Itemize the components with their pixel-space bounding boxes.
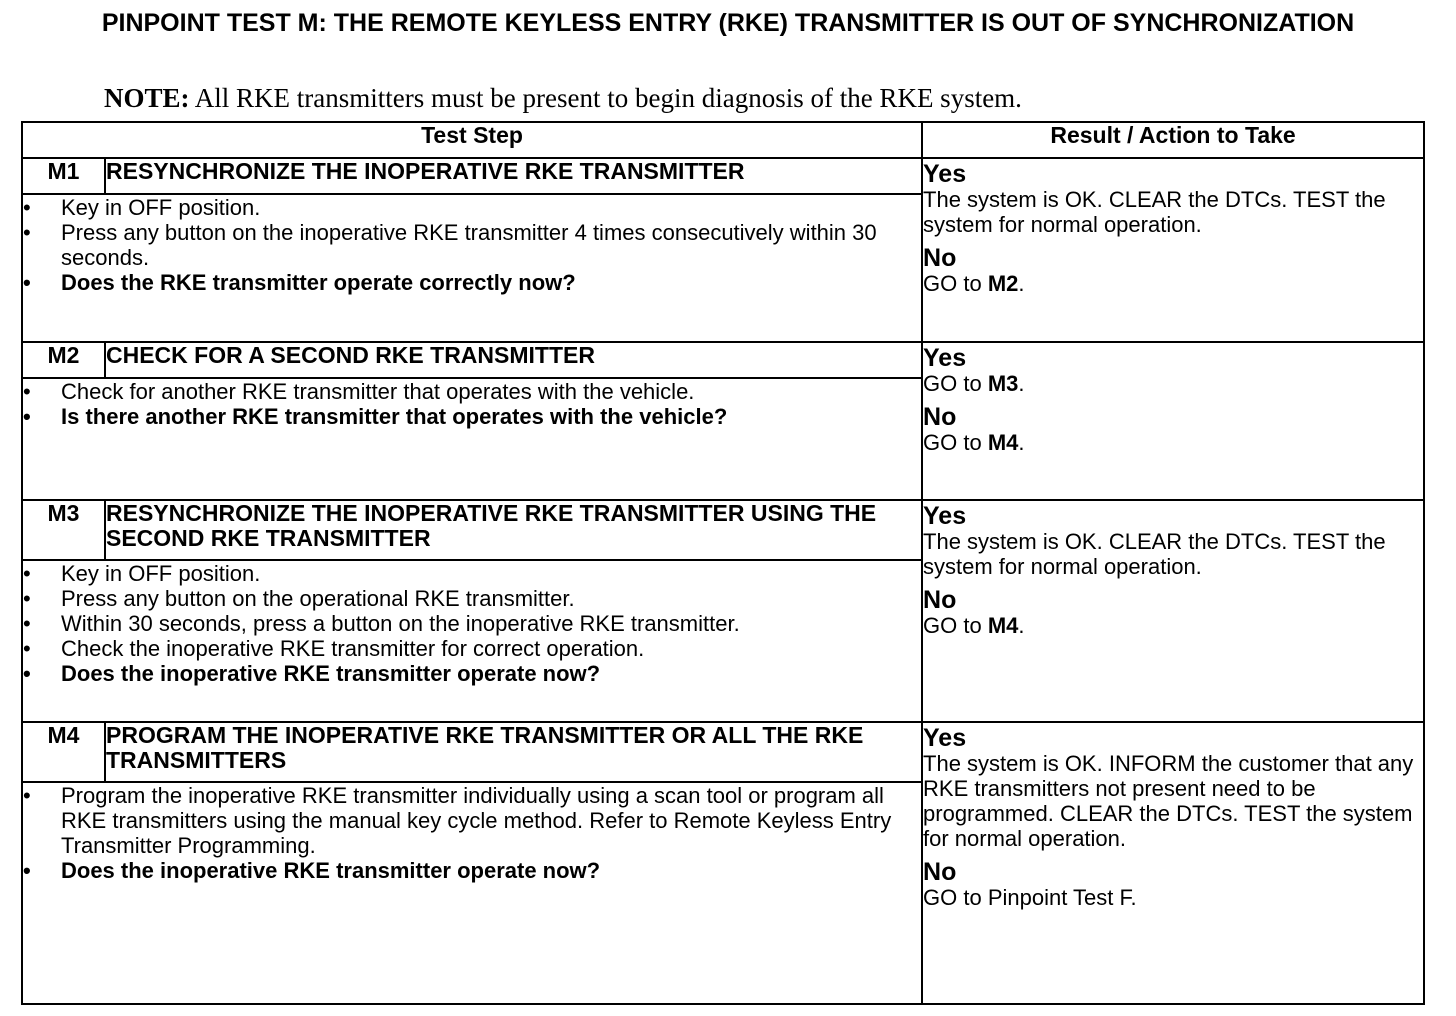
no-label: No <box>923 403 957 431</box>
yes-label: Yes <box>923 724 967 752</box>
no-text: GO to Pinpoint Test F. <box>923 885 1137 910</box>
step-result <box>922 722 1424 1004</box>
no-suffix: . <box>1018 430 1025 455</box>
no-suffix: . <box>1018 271 1025 296</box>
step-result <box>922 500 1424 722</box>
step-result <box>922 158 1424 342</box>
step-title-row <box>22 500 1424 560</box>
step-body <box>22 560 922 722</box>
no-prefix: GO to <box>923 613 988 638</box>
step-bullet: • Press any button on the inoperative RKE transmitter 4 times consecutively within 30 seconds. <box>23 220 921 270</box>
header-row <box>22 122 1424 158</box>
step-title: RESYNCHRONIZE THE INOPERATIVE RKE TRANSMITTER USING THE SECOND RKE TRANSMITTER <box>105 500 922 560</box>
result-header: Result / Action to Take <box>922 122 1424 158</box>
step-bullets <box>23 561 921 686</box>
yes-text: The system is OK. INFORM the customer that any RKE transmitters not present need to be programmed. CLEAR the DTCs. TEST the system for normal operation. <box>923 751 1414 851</box>
no-label: No <box>923 244 957 272</box>
no-suffix: . <box>1018 613 1025 638</box>
step-bullet: • Press any button on the operational RKE transmitter. <box>23 586 921 611</box>
step-question: • Does the RKE transmitter operate correctly now? <box>23 270 921 295</box>
step-question: • Does the inoperative RKE transmitter operate now? <box>23 661 921 686</box>
no-prefix: GO to <box>923 430 988 455</box>
yes-target: M3 <box>987 371 1019 396</box>
no-prefix: GO to <box>923 271 988 296</box>
no-target: M4 <box>987 430 1019 455</box>
yes-label: Yes <box>923 160 967 188</box>
yes-text: The system is OK. CLEAR the DTCs. TEST the system for normal operation. <box>923 529 1386 579</box>
step-bullet: • Within 30 seconds, press a button on the inoperative RKE transmitter. <box>23 611 921 636</box>
yes-text <box>923 371 1423 396</box>
step-id: M1 <box>22 158 105 194</box>
note <box>104 82 1404 114</box>
step-bullets <box>23 783 921 883</box>
step-bullets <box>23 379 921 429</box>
step-bullets <box>23 195 921 295</box>
step-bullet: • Key in OFF position. <box>23 561 921 586</box>
step-body <box>22 782 922 1004</box>
step-title-row <box>22 722 1424 782</box>
step-id: M2 <box>22 342 105 378</box>
yes-suffix: . <box>1018 371 1025 396</box>
step-bullet: • Check for another RKE transmitter that operates with the vehicle. <box>23 379 921 404</box>
step-title-row <box>22 342 1424 378</box>
yes-label: Yes <box>923 344 967 372</box>
step-question: • Is there another RKE transmitter that operates with the vehicle? <box>23 404 921 429</box>
step-title-row <box>22 158 1424 194</box>
step-title: RESYNCHRONIZE THE INOPERATIVE RKE TRANSMITTER <box>105 158 922 194</box>
yes-prefix: GO to <box>923 371 988 396</box>
yes-text: The system is OK. CLEAR the DTCs. TEST the system for normal operation. <box>923 187 1386 237</box>
no-label: No <box>923 858 957 886</box>
test-step-header: Test Step <box>22 122 922 158</box>
yes-label: Yes <box>923 502 967 530</box>
step-id: M3 <box>22 500 105 560</box>
pinpoint-test-table <box>21 121 1425 1005</box>
note-text: All RKE transmitters must be present to begin diagnosis of the RKE system. <box>194 83 1022 113</box>
step-title: PROGRAM THE INOPERATIVE RKE TRANSMITTER OR ALL THE RKE TRANSMITTERS <box>105 722 922 782</box>
step-body <box>22 194 922 342</box>
step-body <box>22 378 922 500</box>
no-text <box>923 430 1423 455</box>
step-bullet: • Program the inoperative RKE transmitter individually using a scan tool or program all RKE transmitters using the manual key cycle method. Refer to Remote Keyless Entry Transmitter Programming. <box>23 783 921 858</box>
note-label: NOTE: <box>104 83 190 113</box>
step-result <box>922 342 1424 500</box>
step-question: • Does the inoperative RKE transmitter operate now? <box>23 858 921 883</box>
no-text <box>923 271 1423 296</box>
page-title: PINPOINT TEST M: THE REMOTE KEYLESS ENTRY (RKE) TRANSMITTER IS OUT OF SYNCHRONIZATION <box>101 9 1355 37</box>
steps-body <box>22 158 1424 1004</box>
no-text <box>923 613 1423 638</box>
step-bullet: • Key in OFF position. <box>23 195 921 220</box>
step-title: CHECK FOR A SECOND RKE TRANSMITTER <box>105 342 922 378</box>
no-target: M2 <box>987 271 1019 296</box>
step-id: M4 <box>22 722 105 782</box>
step-bullet: • Check the inoperative RKE transmitter for correct operation. <box>23 636 921 661</box>
no-target: M4 <box>987 613 1019 638</box>
no-label: No <box>923 586 957 614</box>
